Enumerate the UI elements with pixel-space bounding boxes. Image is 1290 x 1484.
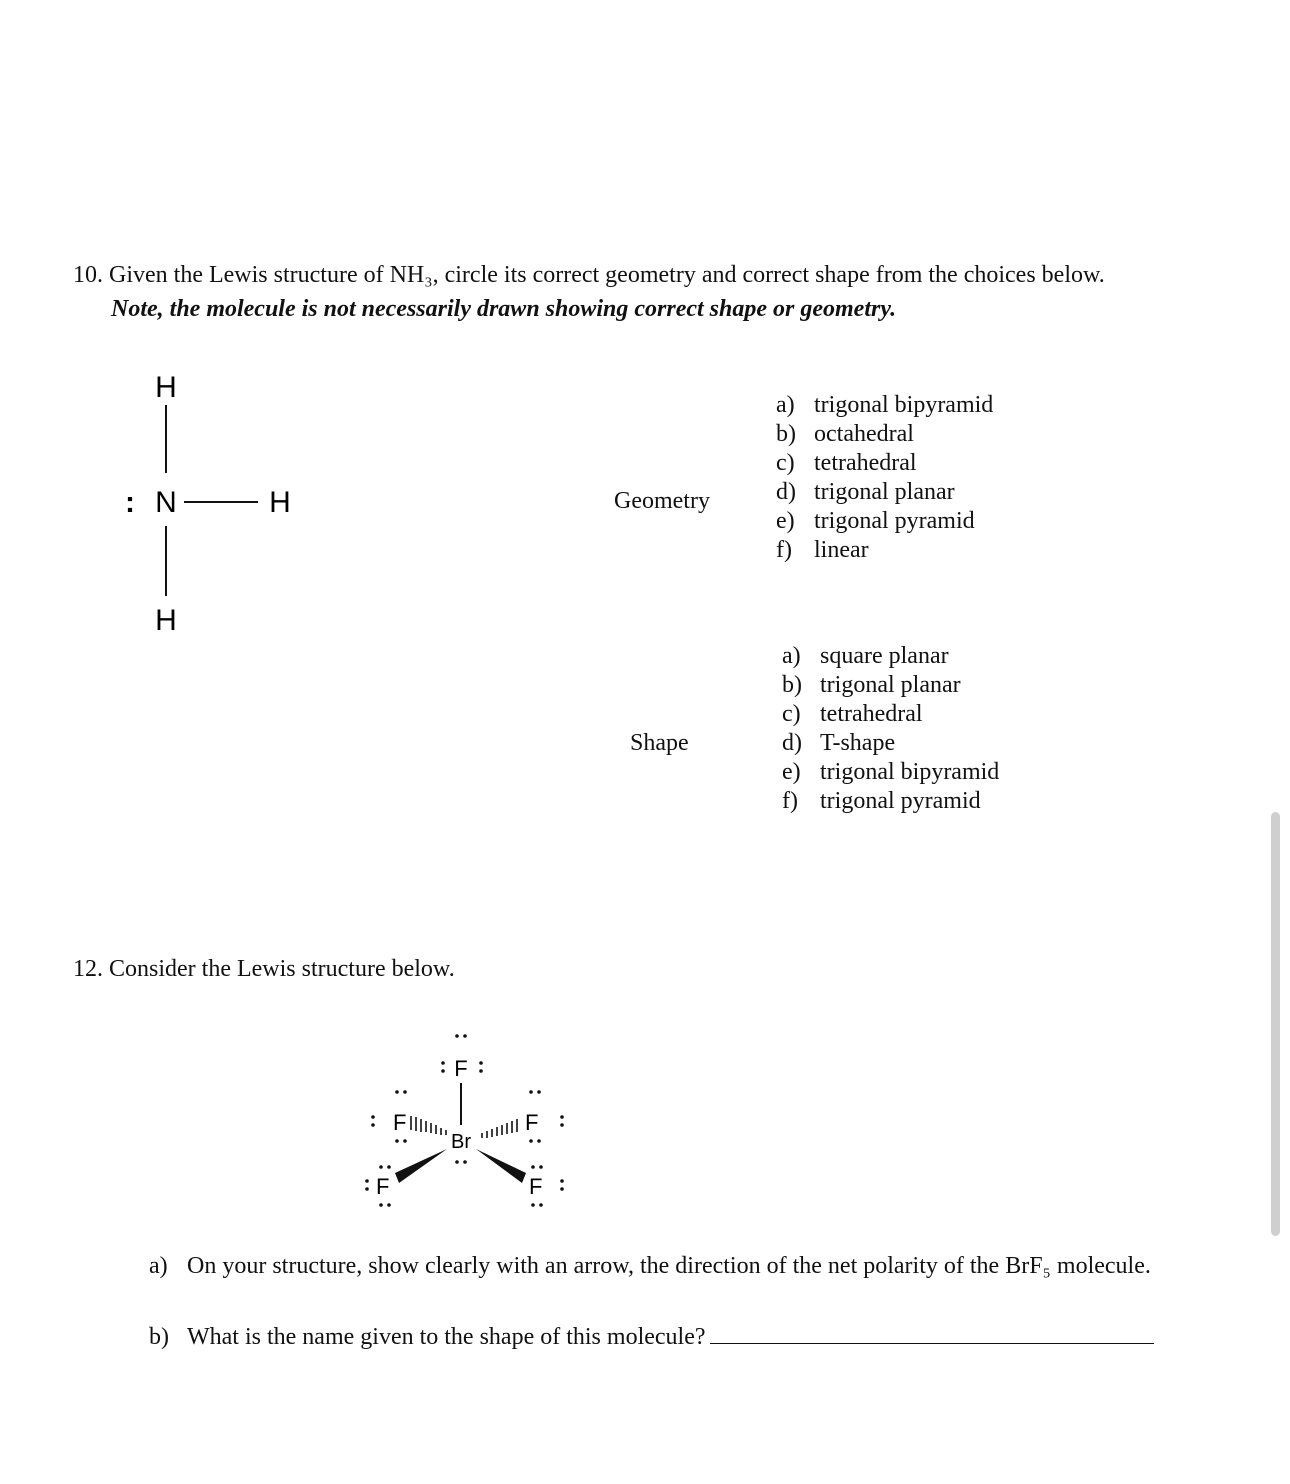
brf5-left-upper-fluorine — [371, 1090, 407, 1143]
question-12-part-b — [149, 1319, 1154, 1352]
nh3-top-hydrogen: H — [155, 371, 177, 404]
brf5-right-lower-fluorine — [529, 1165, 564, 1207]
geometry-option-b[interactable]: b) octahedral — [776, 421, 914, 447]
brf5-left-lower-fluorine — [365, 1165, 391, 1207]
question-12-part-a — [149, 1252, 1151, 1281]
brf5-lewis-structure[interactable] — [350, 1025, 590, 1215]
question-10-title: 10. Given the Lewis structure of NH₃, circle its correct geometry and correct shape from the choices below. — [73, 262, 1105, 288]
brf5-left-hashed-bond — [411, 1116, 446, 1135]
svg-text:F: F — [376, 1174, 390, 1199]
nh3-lone-pair: : — [125, 486, 135, 519]
brf5-right-wedge-bond — [476, 1149, 526, 1183]
geometry-label: Geometry — [614, 488, 710, 514]
svg-text:F: F — [393, 1110, 407, 1135]
shape-option-a[interactable]: a) square planar — [782, 643, 949, 669]
shape-option-f[interactable]: f) trigonal pyramid — [782, 788, 981, 814]
shape-options — [782, 642, 999, 816]
geometry-option-e[interactable]: e) trigonal pyramid — [776, 508, 975, 534]
svg-text:F: F — [454, 1056, 468, 1081]
part-b-answer-line[interactable] — [710, 1319, 1154, 1344]
nh3-lewis-structure — [100, 360, 320, 640]
svg-text:F: F — [525, 1110, 539, 1135]
brf5-left-wedge-bond — [395, 1149, 447, 1183]
nh3-right-hydrogen: H — [269, 486, 291, 519]
question-10-note: Note, the molecule is not necessarily drawn showing correct shape or geometry. — [111, 296, 897, 322]
part-a-text: On your structure, show clearly with an arrow, the direction of the net polarity of the BrF₅ molecule. — [187, 1253, 1151, 1279]
geometry-option-f[interactable]: f) linear — [776, 537, 869, 563]
svg-text:Br: Br — [451, 1131, 471, 1153]
geometry-option-c[interactable]: c) tetrahedral — [776, 450, 917, 476]
part-a-letter: a) — [149, 1253, 168, 1279]
question-12-title: 12. Consider the Lewis structure below. — [73, 956, 455, 982]
brf5-top-fluorine — [441, 1034, 483, 1081]
brf5-bromine — [451, 1131, 471, 1164]
part-b-letter: b) — [149, 1324, 169, 1350]
nh3-bottom-hydrogen: H — [155, 604, 177, 637]
nh3-nitrogen: N — [155, 486, 177, 519]
shape-label: Shape — [630, 730, 689, 756]
geometry-option-a[interactable]: a) trigonal bipyramid — [776, 392, 994, 418]
shape-option-c[interactable]: c) tetrahedral — [782, 701, 923, 727]
svg-text:F: F — [529, 1174, 543, 1199]
brf5-right-hashed-bond — [482, 1119, 517, 1138]
brf5-right-upper-fluorine — [525, 1090, 564, 1143]
geometry-option-d[interactable]: d) trigonal planar — [776, 479, 955, 505]
part-b-text: What is the name given to the shape of this molecule? — [187, 1324, 706, 1350]
shape-option-e[interactable]: e) trigonal bipyramid — [782, 759, 1000, 785]
shape-option-b[interactable]: b) trigonal planar — [782, 672, 961, 698]
vertical-scrollbar[interactable] — [1271, 812, 1280, 1236]
geometry-options — [776, 391, 993, 565]
shape-option-d[interactable]: d) T-shape — [782, 730, 896, 756]
